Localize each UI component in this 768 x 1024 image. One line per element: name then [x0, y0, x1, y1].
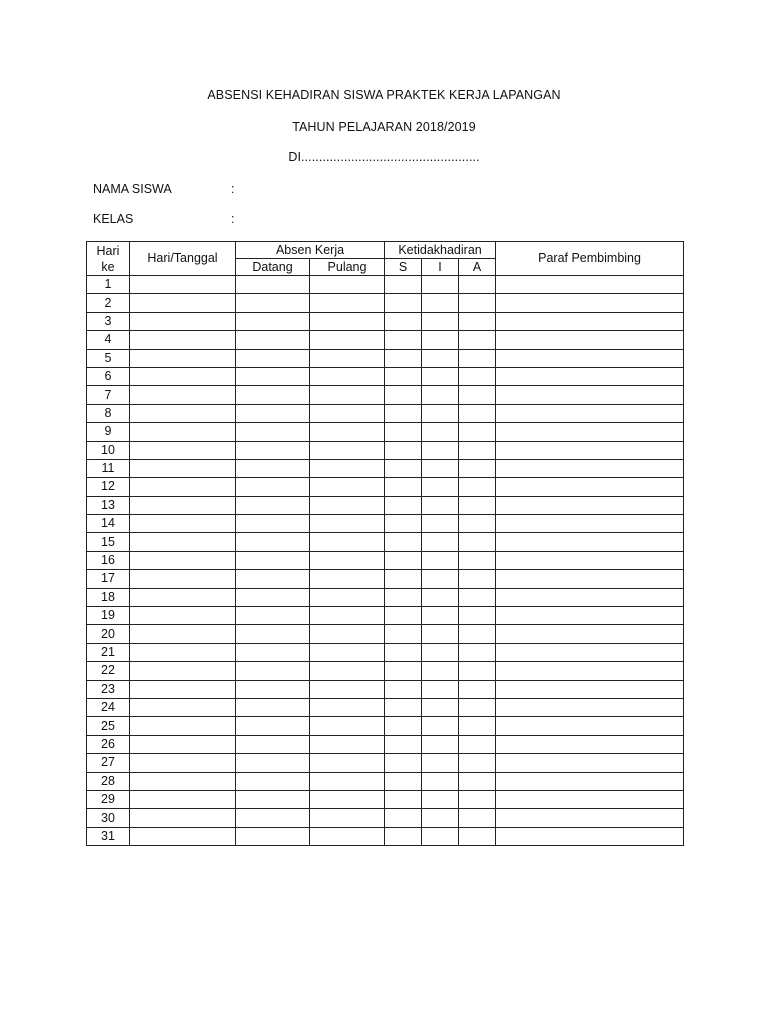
- sick-cell: [385, 294, 422, 312]
- day-number-cell: 24: [87, 698, 130, 716]
- sick-cell: [385, 698, 422, 716]
- location-line: DI..................................................: [288, 150, 480, 164]
- leave-cell: [310, 698, 385, 716]
- leave-cell: [310, 441, 385, 459]
- day-number-cell: 27: [87, 754, 130, 772]
- date-cell: [130, 754, 236, 772]
- leave-cell: [310, 404, 385, 422]
- leave-cell: [310, 533, 385, 551]
- permission-cell: [422, 772, 459, 790]
- sign-cell: [496, 662, 684, 680]
- day-number-cell: 31: [87, 827, 130, 845]
- day-number-cell: 9: [87, 423, 130, 441]
- permission-cell: [422, 717, 459, 735]
- day-number-cell: 8: [87, 404, 130, 422]
- sick-cell: [385, 625, 422, 643]
- sign-cell: [496, 478, 684, 496]
- arrive-cell: [236, 809, 310, 827]
- sick-cell: [385, 515, 422, 533]
- sign-cell: [496, 386, 684, 404]
- sick-cell: [385, 441, 422, 459]
- date-cell: [130, 662, 236, 680]
- arrive-cell: [236, 680, 310, 698]
- absent-cell: [459, 331, 496, 349]
- date-cell: [130, 459, 236, 477]
- table-row: [87, 294, 684, 312]
- sick-cell: [385, 349, 422, 367]
- sign-cell: [496, 772, 684, 790]
- class-colon: :: [231, 212, 235, 226]
- day-number-cell: 26: [87, 735, 130, 753]
- date-cell: [130, 827, 236, 845]
- arrive-cell: [236, 588, 310, 606]
- arrive-cell: [236, 386, 310, 404]
- leave-cell: [310, 276, 385, 294]
- table-row: [87, 735, 684, 753]
- day-number-cell: 23: [87, 680, 130, 698]
- absent-cell: [459, 459, 496, 477]
- absent-cell: [459, 312, 496, 330]
- sick-cell: [385, 772, 422, 790]
- day-number-cell: 19: [87, 607, 130, 625]
- arrive-cell: [236, 496, 310, 514]
- permission-cell: [422, 459, 459, 477]
- sign-cell: [496, 809, 684, 827]
- absent-cell: [459, 790, 496, 808]
- permission-cell: [422, 441, 459, 459]
- sick-cell: [385, 312, 422, 330]
- arrive-cell: [236, 459, 310, 477]
- sick-cell: [385, 607, 422, 625]
- permission-cell: [422, 680, 459, 698]
- sign-cell: [496, 349, 684, 367]
- permission-cell: [422, 423, 459, 441]
- date-cell: [130, 496, 236, 514]
- date-cell: [130, 607, 236, 625]
- sick-cell: [385, 717, 422, 735]
- leave-cell: [310, 827, 385, 845]
- table-row: [87, 349, 684, 367]
- sick-cell: [385, 588, 422, 606]
- date-cell: [130, 423, 236, 441]
- absent-cell: [459, 772, 496, 790]
- table-row: [87, 386, 684, 404]
- arrive-cell: [236, 441, 310, 459]
- table-row: [87, 570, 684, 588]
- date-cell: [130, 698, 236, 716]
- sign-cell: [496, 570, 684, 588]
- sign-cell: [496, 294, 684, 312]
- class-label: KELAS: [93, 212, 134, 226]
- leave-cell: [310, 588, 385, 606]
- absent-cell: [459, 533, 496, 551]
- day-number-header: [87, 242, 130, 276]
- date-cell: [130, 809, 236, 827]
- date-cell: [130, 276, 236, 294]
- table-row: [87, 754, 684, 772]
- arrive-cell: [236, 790, 310, 808]
- sign-cell: [496, 459, 684, 477]
- arrive-cell: [236, 331, 310, 349]
- absent-cell: [459, 478, 496, 496]
- permission-cell: [422, 643, 459, 661]
- leave-cell: [310, 735, 385, 753]
- day-number-cell: 10: [87, 441, 130, 459]
- date-cell: [130, 717, 236, 735]
- absent-cell: [459, 588, 496, 606]
- arrive-cell: [236, 404, 310, 422]
- sign-cell: [496, 515, 684, 533]
- leave-cell: [310, 312, 385, 330]
- permission-cell: [422, 349, 459, 367]
- table-row: [87, 588, 684, 606]
- absent-cell: [459, 570, 496, 588]
- permission-cell: [422, 588, 459, 606]
- sign-cell: [496, 367, 684, 385]
- sign-cell: [496, 312, 684, 330]
- sign-cell: [496, 441, 684, 459]
- table-row: [87, 827, 684, 845]
- arrive-cell: [236, 312, 310, 330]
- sick-cell: [385, 827, 422, 845]
- sick-cell: [385, 459, 422, 477]
- absent-cell: [459, 386, 496, 404]
- arrive-cell: [236, 294, 310, 312]
- sick-cell: [385, 680, 422, 698]
- day-number-header-line1: Hari: [96, 243, 120, 258]
- permission-cell: [422, 478, 459, 496]
- date-cell: [130, 735, 236, 753]
- work-attendance-header: Absen Kerja: [236, 242, 385, 259]
- permission-cell: [422, 294, 459, 312]
- sign-cell: [496, 698, 684, 716]
- sick-cell: [385, 404, 422, 422]
- absent-cell: [459, 349, 496, 367]
- sign-cell: [496, 790, 684, 808]
- date-cell: [130, 680, 236, 698]
- date-cell: [130, 404, 236, 422]
- absent-cell: [459, 754, 496, 772]
- leave-cell: [310, 386, 385, 404]
- absent-cell: [459, 404, 496, 422]
- table-row: [87, 423, 684, 441]
- sick-cell: [385, 790, 422, 808]
- sign-cell: [496, 331, 684, 349]
- absent-cell: [459, 735, 496, 753]
- day-number-cell: 3: [87, 312, 130, 330]
- permission-header: I: [422, 259, 459, 276]
- sign-cell: [496, 496, 684, 514]
- day-number-cell: 11: [87, 459, 130, 477]
- absent-header: A: [459, 259, 496, 276]
- leave-header: Pulang: [310, 259, 385, 276]
- sick-cell: [385, 754, 422, 772]
- leave-cell: [310, 294, 385, 312]
- permission-cell: [422, 607, 459, 625]
- table-row: [87, 276, 684, 294]
- sick-cell: [385, 496, 422, 514]
- day-number-cell: 13: [87, 496, 130, 514]
- absent-cell: [459, 496, 496, 514]
- leave-cell: [310, 570, 385, 588]
- permission-cell: [422, 809, 459, 827]
- sign-cell: [496, 423, 684, 441]
- arrive-cell: [236, 515, 310, 533]
- day-number-header-line2: ke: [101, 259, 115, 274]
- date-cell: [130, 294, 236, 312]
- permission-cell: [422, 515, 459, 533]
- arrive-cell: [236, 607, 310, 625]
- leave-cell: [310, 625, 385, 643]
- sick-cell: [385, 570, 422, 588]
- arrive-cell: [236, 754, 310, 772]
- date-cell: [130, 551, 236, 569]
- leave-cell: [310, 717, 385, 735]
- day-number-cell: 6: [87, 367, 130, 385]
- absent-cell: [459, 680, 496, 698]
- day-number-cell: 20: [87, 625, 130, 643]
- arrive-cell: [236, 478, 310, 496]
- arrive-cell: [236, 349, 310, 367]
- absent-cell: [459, 515, 496, 533]
- document-title: ABSENSI KEHADIRAN SISWA PRAKTEK KERJA LAPANGAN: [207, 88, 561, 102]
- arrive-header: Datang: [236, 259, 310, 276]
- arrive-cell: [236, 625, 310, 643]
- permission-cell: [422, 276, 459, 294]
- table-row: [87, 478, 684, 496]
- sick-cell: [385, 533, 422, 551]
- date-cell: [130, 331, 236, 349]
- sign-cell: [496, 533, 684, 551]
- permission-cell: [422, 698, 459, 716]
- table-row: [87, 533, 684, 551]
- arrive-cell: [236, 698, 310, 716]
- permission-cell: [422, 570, 459, 588]
- arrive-cell: [236, 662, 310, 680]
- permission-cell: [422, 404, 459, 422]
- day-number-cell: 16: [87, 551, 130, 569]
- absent-cell: [459, 698, 496, 716]
- leave-cell: [310, 662, 385, 680]
- permission-cell: [422, 662, 459, 680]
- day-number-cell: 18: [87, 588, 130, 606]
- date-cell: [130, 790, 236, 808]
- date-cell: [130, 643, 236, 661]
- date-cell: [130, 625, 236, 643]
- permission-cell: [422, 790, 459, 808]
- leave-cell: [310, 643, 385, 661]
- permission-cell: [422, 551, 459, 569]
- table-row: [87, 680, 684, 698]
- sign-cell: [496, 588, 684, 606]
- absence-header: Ketidakhadiran: [385, 242, 496, 259]
- absent-cell: [459, 643, 496, 661]
- date-cell: [130, 588, 236, 606]
- sign-cell: [496, 735, 684, 753]
- leave-cell: [310, 349, 385, 367]
- arrive-cell: [236, 276, 310, 294]
- table-row: [87, 643, 684, 661]
- day-number-cell: 25: [87, 717, 130, 735]
- arrive-cell: [236, 717, 310, 735]
- permission-cell: [422, 735, 459, 753]
- day-number-cell: 22: [87, 662, 130, 680]
- sign-cell: [496, 754, 684, 772]
- table-row: [87, 441, 684, 459]
- sign-cell: [496, 827, 684, 845]
- date-header: Hari/Tanggal: [130, 242, 236, 276]
- date-cell: [130, 772, 236, 790]
- absent-cell: [459, 662, 496, 680]
- table-row: [87, 717, 684, 735]
- supervisor-sign-header: Paraf Pembimbing: [496, 242, 684, 276]
- date-cell: [130, 441, 236, 459]
- permission-cell: [422, 367, 459, 385]
- sick-cell: [385, 662, 422, 680]
- sign-cell: [496, 607, 684, 625]
- absent-cell: [459, 625, 496, 643]
- absent-cell: [459, 294, 496, 312]
- permission-cell: [422, 496, 459, 514]
- table-row: [87, 790, 684, 808]
- sign-cell: [496, 717, 684, 735]
- day-number-cell: 2: [87, 294, 130, 312]
- day-number-cell: 30: [87, 809, 130, 827]
- absent-cell: [459, 367, 496, 385]
- table-row: [87, 607, 684, 625]
- date-cell: [130, 386, 236, 404]
- day-number-cell: 4: [87, 331, 130, 349]
- day-number-cell: 7: [87, 386, 130, 404]
- sign-cell: [496, 643, 684, 661]
- absent-cell: [459, 276, 496, 294]
- leave-cell: [310, 680, 385, 698]
- sick-cell: [385, 423, 422, 441]
- sick-cell: [385, 276, 422, 294]
- permission-cell: [422, 533, 459, 551]
- permission-cell: [422, 331, 459, 349]
- day-number-cell: 1: [87, 276, 130, 294]
- date-cell: [130, 349, 236, 367]
- sign-cell: [496, 551, 684, 569]
- sick-cell: [385, 478, 422, 496]
- leave-cell: [310, 790, 385, 808]
- sick-cell: [385, 367, 422, 385]
- day-number-cell: 17: [87, 570, 130, 588]
- table-row: [87, 459, 684, 477]
- absent-cell: [459, 827, 496, 845]
- arrive-cell: [236, 735, 310, 753]
- sick-cell: [385, 643, 422, 661]
- permission-cell: [422, 386, 459, 404]
- permission-cell: [422, 625, 459, 643]
- sick-cell: [385, 386, 422, 404]
- permission-cell: [422, 827, 459, 845]
- table-row: [87, 698, 684, 716]
- table-row: [87, 772, 684, 790]
- leave-cell: [310, 809, 385, 827]
- absent-cell: [459, 423, 496, 441]
- arrive-cell: [236, 423, 310, 441]
- leave-cell: [310, 478, 385, 496]
- leave-cell: [310, 423, 385, 441]
- date-cell: [130, 478, 236, 496]
- table-row: [87, 515, 684, 533]
- permission-cell: [422, 754, 459, 772]
- day-number-cell: 28: [87, 772, 130, 790]
- date-cell: [130, 570, 236, 588]
- sick-cell: [385, 331, 422, 349]
- arrive-cell: [236, 643, 310, 661]
- sick-header: S: [385, 259, 422, 276]
- date-cell: [130, 533, 236, 551]
- sign-cell: [496, 404, 684, 422]
- student-name-label: NAMA SISWA: [93, 182, 172, 196]
- day-number-cell: 15: [87, 533, 130, 551]
- leave-cell: [310, 754, 385, 772]
- academic-year: TAHUN PELAJARAN 2018/2019: [292, 120, 476, 134]
- date-cell: [130, 515, 236, 533]
- arrive-cell: [236, 772, 310, 790]
- day-number-cell: 21: [87, 643, 130, 661]
- sick-cell: [385, 809, 422, 827]
- table-row: [87, 809, 684, 827]
- day-number-cell: 14: [87, 515, 130, 533]
- leave-cell: [310, 772, 385, 790]
- absent-cell: [459, 607, 496, 625]
- day-number-cell: 12: [87, 478, 130, 496]
- arrive-cell: [236, 827, 310, 845]
- table-row: [87, 404, 684, 422]
- sign-cell: [496, 680, 684, 698]
- table-row: [87, 367, 684, 385]
- day-number-cell: 29: [87, 790, 130, 808]
- leave-cell: [310, 515, 385, 533]
- table-row: [87, 312, 684, 330]
- table-row: [87, 551, 684, 569]
- absent-cell: [459, 441, 496, 459]
- leave-cell: [310, 331, 385, 349]
- sick-cell: [385, 551, 422, 569]
- table-row: [87, 496, 684, 514]
- absent-cell: [459, 717, 496, 735]
- leave-cell: [310, 607, 385, 625]
- student-name-colon: :: [231, 182, 235, 196]
- day-number-cell: 5: [87, 349, 130, 367]
- attendance-table: [86, 241, 684, 846]
- leave-cell: [310, 367, 385, 385]
- arrive-cell: [236, 570, 310, 588]
- leave-cell: [310, 459, 385, 477]
- arrive-cell: [236, 367, 310, 385]
- table-row: [87, 331, 684, 349]
- date-cell: [130, 312, 236, 330]
- absent-cell: [459, 551, 496, 569]
- arrive-cell: [236, 551, 310, 569]
- sick-cell: [385, 735, 422, 753]
- sign-cell: [496, 276, 684, 294]
- date-cell: [130, 367, 236, 385]
- absent-cell: [459, 809, 496, 827]
- permission-cell: [422, 312, 459, 330]
- arrive-cell: [236, 533, 310, 551]
- leave-cell: [310, 551, 385, 569]
- leave-cell: [310, 496, 385, 514]
- table-row: [87, 662, 684, 680]
- sign-cell: [496, 625, 684, 643]
- table-row: [87, 625, 684, 643]
